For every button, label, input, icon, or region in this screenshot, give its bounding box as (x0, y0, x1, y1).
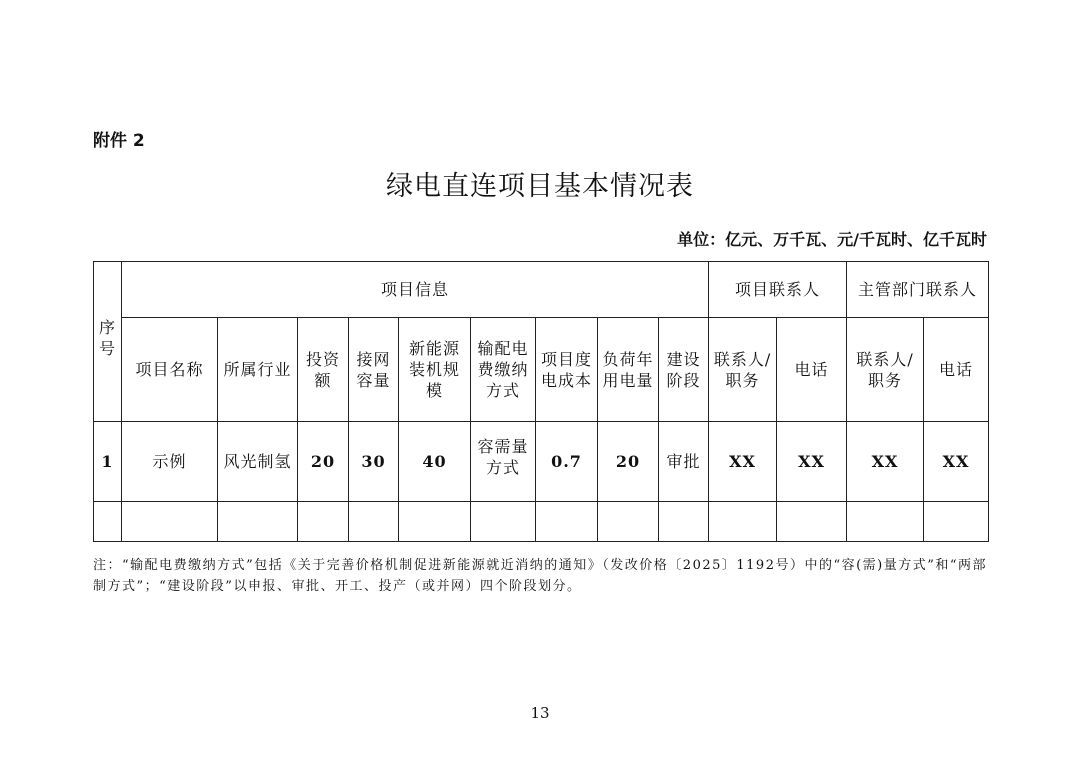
page-number: 13 (530, 704, 550, 722)
cell-seq: 1 (94, 422, 122, 502)
header-industry: 所属行业 (218, 318, 298, 422)
header-project-contact: 项目联系人 (709, 262, 847, 318)
header-phone: 电话 (777, 318, 847, 422)
header-contact-title: 联系人/职务 (709, 318, 777, 422)
cell-new-energy-scale: 40 (399, 422, 471, 502)
cell-industry: 风光制氢 (218, 422, 298, 502)
footnote: 注：“输配电费缴纳方式”包括《关于完善价格机制促进新能源就近消纳的通知》（发改价格〔2025〕1192号）中的“容(需)量方式”和“两部制方式”；“建设阶段”以申报、审批、开工、投产（或并网）四个阶段划分。 (93, 558, 988, 594)
cell-contact-title: XX (709, 422, 777, 502)
header-fee-method: 输配电费缴纳方式 (471, 318, 536, 422)
empty-cell (122, 502, 218, 542)
header-stage: 建设阶段 (659, 318, 709, 422)
header-authority-contact: 主管部门联系人 (847, 262, 989, 318)
empty-cell (399, 502, 471, 542)
empty-cell (471, 502, 536, 542)
table-row-empty (94, 502, 989, 542)
empty-cell (847, 502, 924, 542)
header-grid-capacity: 接网容量 (349, 318, 399, 422)
header-investment: 投资额 (298, 318, 349, 422)
cell-load: 20 (598, 422, 659, 502)
attachment-label: 附件 2 (93, 131, 145, 151)
cell-name: 示例 (122, 422, 218, 502)
cell-stage: 审批 (659, 422, 709, 502)
header-name: 项目名称 (122, 318, 218, 422)
header-authority-contact-title: 联系人/职务 (847, 318, 924, 422)
page-title: 绿电直连项目基本情况表 (386, 171, 694, 202)
header-cost: 项目度电成本 (536, 318, 598, 422)
header-new-energy-scale: 新能源装机规模 (399, 318, 471, 422)
empty-cell (709, 502, 777, 542)
unit-note: 单位：亿元、万千瓦、元/千瓦时、亿千瓦时 (677, 230, 987, 249)
cell-authority-phone: XX (924, 422, 989, 502)
empty-cell (659, 502, 709, 542)
cell-grid-capacity: 30 (349, 422, 399, 502)
header-project-info: 项目信息 (122, 262, 709, 318)
empty-cell (218, 502, 298, 542)
empty-cell (924, 502, 989, 542)
cell-cost: 0.7 (536, 422, 598, 502)
cell-investment: 20 (298, 422, 349, 502)
header-authority-phone: 电话 (924, 318, 989, 422)
cell-fee-method: 容需量方式 (471, 422, 536, 502)
project-info-table (93, 261, 989, 542)
empty-cell (536, 502, 598, 542)
empty-cell (777, 502, 847, 542)
empty-cell (94, 502, 122, 542)
cell-phone: XX (777, 422, 847, 502)
header-load: 负荷年用电量 (598, 318, 659, 422)
empty-cell (598, 502, 659, 542)
table-row (94, 422, 989, 502)
empty-cell (298, 502, 349, 542)
cell-authority-contact-title: XX (847, 422, 924, 502)
empty-cell (349, 502, 399, 542)
header-seq: 序号 (94, 262, 122, 422)
